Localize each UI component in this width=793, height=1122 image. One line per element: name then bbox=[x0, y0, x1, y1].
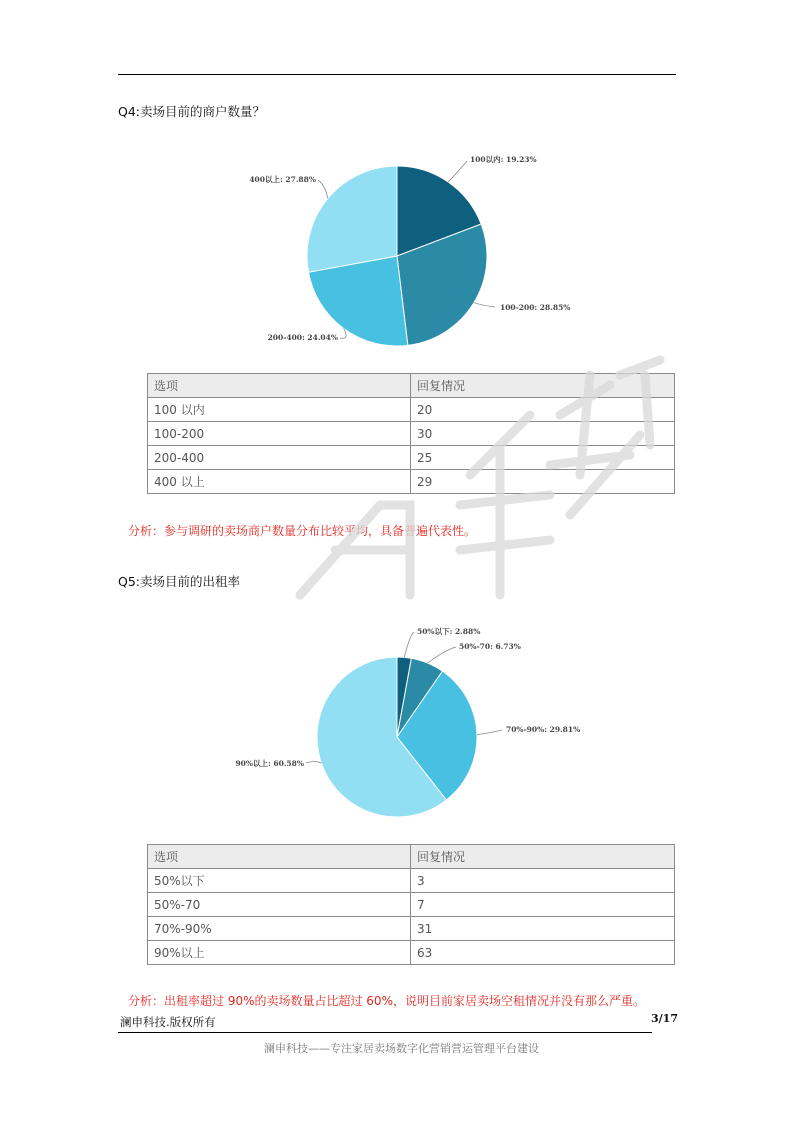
table-header-reply: 回复情况 bbox=[411, 845, 675, 869]
q5-data-label-2: 70%-90%: 29.81% bbox=[506, 725, 581, 734]
table-cell-option: 50%以下 bbox=[148, 869, 411, 893]
q4-data-label-0: 100以内: 19.23% bbox=[470, 155, 537, 164]
table-cell-count: 63 bbox=[411, 941, 675, 965]
q4-pie-chart bbox=[230, 145, 590, 360]
q5-pie-chart bbox=[230, 620, 590, 825]
table-cell-option: 90%以上 bbox=[148, 941, 411, 965]
table-cell-count: 7 bbox=[411, 893, 675, 917]
footer-rule bbox=[118, 1032, 652, 1033]
q4-data-label-3: 400以上: 27.88% bbox=[249, 175, 316, 184]
q5-data-label-3: 90%以上: 60.58% bbox=[235, 759, 304, 768]
q4-data-label-2: 200-400: 24.04% bbox=[267, 333, 338, 342]
q5-leader-line-3 bbox=[306, 762, 321, 764]
table-cell-count: 29 bbox=[411, 470, 675, 494]
q4-leader-line-3 bbox=[318, 180, 328, 198]
table-row bbox=[148, 869, 675, 893]
table-cell-option: 100-200 bbox=[148, 422, 411, 446]
table-cell-count: 30 bbox=[411, 422, 675, 446]
table-header-option: 选项 bbox=[148, 845, 411, 869]
table-cell-option: 100 以内 bbox=[148, 398, 411, 422]
q5-data-label-0: 50%以下: 2.88% bbox=[417, 627, 481, 636]
page-number: 3/17 bbox=[651, 1012, 678, 1025]
table-cell-option: 400 以上 bbox=[148, 470, 411, 494]
table-header-option: 选项 bbox=[148, 374, 411, 398]
table-header-row bbox=[148, 845, 675, 869]
header-rule bbox=[118, 74, 676, 75]
watermark-graphic bbox=[260, 355, 680, 600]
q4-leader-line-0 bbox=[448, 161, 467, 182]
footer-tagline: 澜申科技——专注家居卖场数字化营销营运管理平台建设 bbox=[264, 1042, 539, 1055]
table-cell-count: 31 bbox=[411, 917, 675, 941]
table-header-reply: 回复情况 bbox=[411, 374, 675, 398]
q4-analysis: 分析：参与调研的卖场商户数量分布比较平均，具备普遍代表性。 bbox=[128, 524, 477, 538]
q4-leader-line-1 bbox=[474, 303, 495, 307]
table-cell-count: 20 bbox=[411, 398, 675, 422]
table-cell-option: 50%-70 bbox=[148, 893, 411, 917]
q5-data-label-1: 50%-70: 6.73% bbox=[459, 642, 521, 651]
q4-title: Q4:卖场目前的商户数量？ bbox=[118, 104, 266, 119]
table-row bbox=[148, 917, 675, 941]
table-cell-count: 3 bbox=[411, 869, 675, 893]
q5-leader-line-0 bbox=[404, 632, 414, 657]
table-row bbox=[148, 941, 675, 965]
table-cell-option: 200-400 bbox=[148, 446, 411, 470]
q5-analysis: 分析：出租率超过 90%的卖场数量占比超过 60%，说明目前家居卖场空租情况并没有那么严重。 bbox=[128, 994, 645, 1008]
q5-leader-line-1 bbox=[428, 647, 456, 663]
table-row bbox=[148, 893, 675, 917]
q5-table bbox=[147, 844, 675, 965]
q4-data-label-1: 100-200: 28.85% bbox=[500, 303, 571, 312]
q5-title: Q5:卖场目前的出租率 bbox=[118, 574, 241, 589]
table-cell-option: 70%-90% bbox=[148, 917, 411, 941]
q5-leader-line-2 bbox=[477, 730, 502, 735]
table-cell-count: 25 bbox=[411, 446, 675, 470]
footer-company: 澜申科技.版权所有 bbox=[120, 1015, 216, 1029]
